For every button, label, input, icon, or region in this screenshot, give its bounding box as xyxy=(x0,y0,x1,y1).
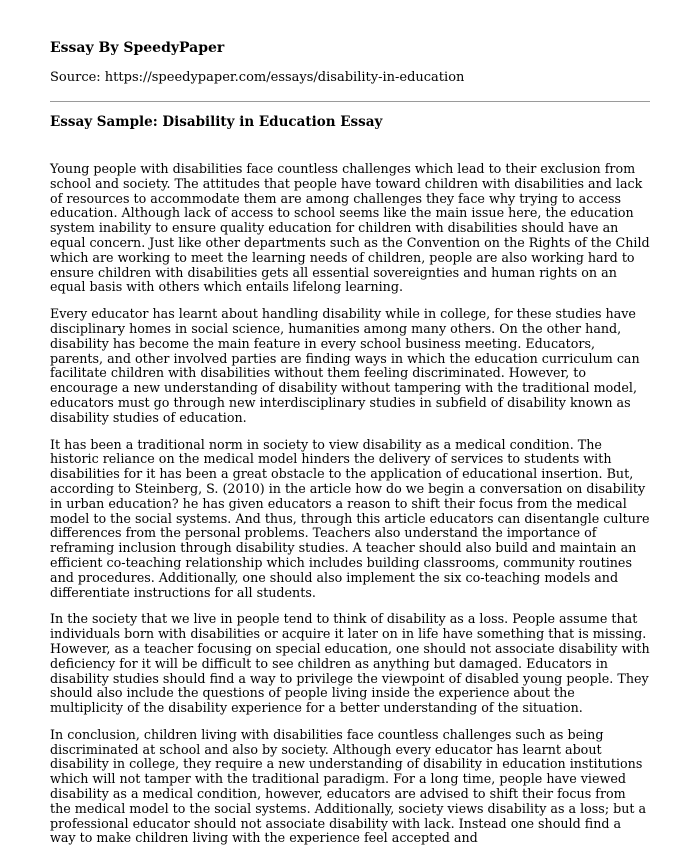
source-line: Source: https://speedypaper.com/essays/disability-in-education xyxy=(50,70,465,85)
essay-body xyxy=(50,162,650,846)
essay-paragraph: In conclusion, children living with disabilities face countless challenges such as being discriminated at school and also by society. Although every educator has learnt about disability in college, they require a new understanding of disability in education institutions which will not tamper with the traditional paradigm. For a long time, people have viewed disability as a medical condition, however, educators are advised to shift their focus from the medical model to the social systems. Additionally, society views disability as a loss; but a professional educator should not associate disability with lack. Instead one should find a way to make children living with the experience feel accepted and xyxy=(50,726,647,846)
essay-paragraph: Young people with disabilities face countless challenges which lead to their exclusion from school and society. The attitudes that people have toward children with disabilities and lack of resources to accommodate them are among challenges they face why trying to access education. Although lack of access to school seems like the main issue here, the education system inability to ensure quality education for children with disabilities should have an equal concern. Just like other departments such as the Convention on the Rights of the Child which are working to meet the learning needs of children, people are also working hard to ensure children with disabilities gets all essential sovereignties and human rights on an equal basis with others which entails lifelong learning. xyxy=(50,161,650,295)
essay-title: Essay Sample: Disability in Education Essay xyxy=(50,114,383,130)
essay-paragraph: Every educator has learnt about handling disability while in college, for these studies have disciplinary homes in social science, humanities among many others. On the other hand, disability has become the main feature in every school business meeting. Educators, parents, and other involved parties are finding ways in which the education curriculum can facilitate children with disabilities without them feeling discriminated. However, to encourage a new understanding of disability without tampering with the traditional model, educators must go through new interdisciplinary studies in subfield of disability known as disability studies of education. xyxy=(50,306,640,425)
site-title: Essay By SpeedyPaper xyxy=(50,40,225,56)
header-divider xyxy=(50,101,650,102)
essay-paragraph: In the society that we live in people tend to think of disability as a loss. People assume that individuals born with disabilities or acquire it later on in life have something that is missing. However, as a teacher focusing on special education, one should not associate disability with deficiency for it will be difficult to see children as anything but damaged. Educators in disability studies should find a way to privilege the viewpoint of disabled young people. They should also include the questions of people living inside the experience about the multiplicity of the disability experience for a better understanding of the situation. xyxy=(50,611,650,716)
essay-paragraph: It has been a traditional norm in society to view disability as a medical condition. The historic reliance on the medical model hinders the delivery of services to students with disabilities for it has been a great obstacle to the application of educational insertion. But, according to Steinberg, S. (2010) in the article how do we begin a conversation on disability in urban education? he has given educators a reason to shift their focus from the medical model to the social systems. And thus, through this article educators can disentangle culture differences from the personal problems. Teachers also understand the importance of reframing inclusion through disability studies. A teacher should also build and maintain an efficient co-teaching relationship which includes building classrooms, community routines and procedures. Additionally, one should also implement the six co-teaching models and differentiate instructions for all students. xyxy=(50,436,650,600)
